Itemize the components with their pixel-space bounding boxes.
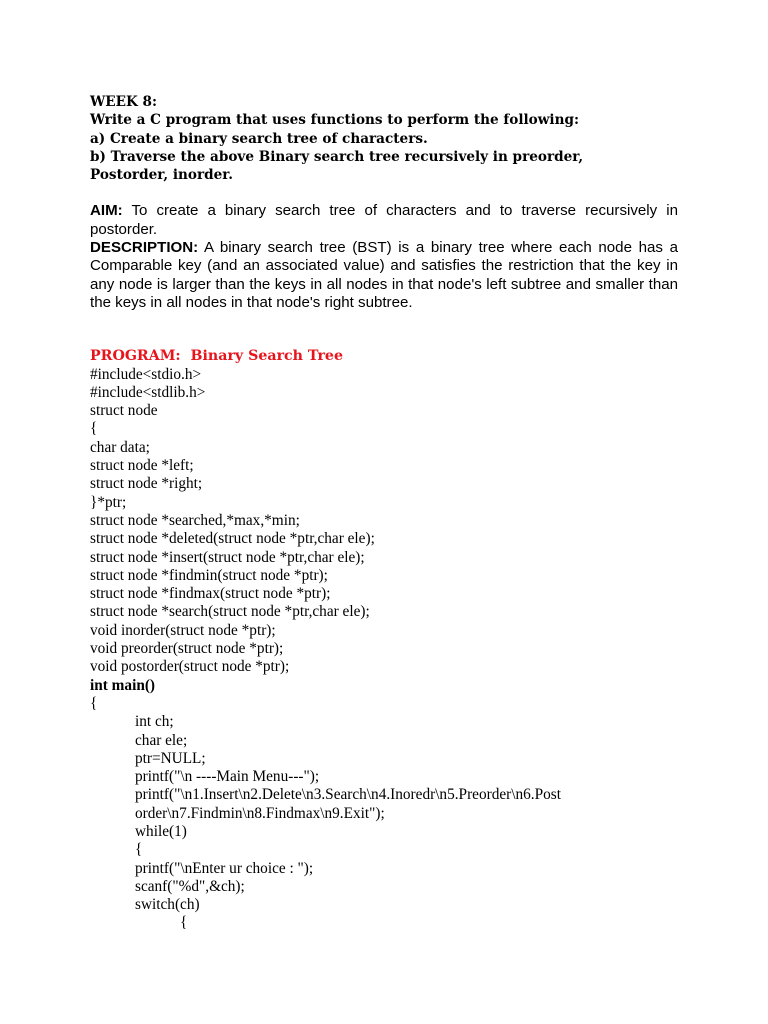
code-line: void inorder(struct node *ptr); — [90, 621, 276, 639]
aim-paragraph — [90, 202, 678, 239]
task-statement: Write a C program that uses functions to perform the following: — [90, 112, 579, 129]
code-line: #include<stdlib.h> — [90, 383, 206, 401]
code-line: #include<stdio.h> — [90, 365, 202, 383]
code-line: switch(ch) — [135, 896, 200, 914]
code-line: void postorder(struct node *ptr); — [90, 658, 290, 676]
code-line: int ch; — [135, 713, 174, 731]
week-label: WEEK 8: — [90, 94, 158, 110]
code-line: }*ptr; — [90, 493, 127, 511]
code-line: scanf("%d",&ch); — [135, 877, 245, 895]
code-line: struct node *insert(struct node *ptr,char ele); — [90, 548, 365, 566]
code-line: printf("\n ----Main Menu---"); — [135, 768, 320, 786]
code-line: struct node *findmax(struct node *ptr); — [90, 585, 331, 603]
assignment-heading — [90, 93, 678, 184]
description-text: A binary search tree (BST) is a binary tree where each node has a Comparable key (and an associated value) and satisfies the restriction that the key in any node is larger than the keys in all nodes in that node's left subtree and smaller than the keys in all nodes in that node's right subtree. — [90, 239, 678, 311]
task-item-a: a) Create a binary search tree of characters. — [90, 130, 428, 147]
code-line: order\n7.Findmin\n8.Findmax\n9.Exit"); — [135, 804, 385, 822]
code-line: struct node *search(struct node *ptr,char ele); — [90, 603, 370, 621]
aim-label: AIM: — [90, 202, 123, 220]
aim-text: To create a binary search tree of characters and to traverse recursively in postorder. — [90, 202, 678, 238]
code-line: { — [90, 420, 98, 438]
code-line: struct node *findmin(struct node *ptr); — [90, 566, 328, 584]
code-line: { — [90, 694, 98, 712]
code-line-main: int main() — [90, 676, 156, 694]
program-title: PROGRAM: Binary Search Tree — [90, 348, 343, 365]
code-line: printf("\nEnter ur choice : "); — [135, 859, 314, 877]
code-line: struct node *searched,*max,*min; — [90, 511, 300, 529]
description-paragraph — [90, 239, 678, 312]
task-item-b-line1: b) Traverse the above Binary search tree recursively in preorder, — [90, 148, 584, 165]
task-item-b-line2: Postorder, inorder. — [90, 167, 233, 184]
document-page — [90, 93, 678, 933]
code-line: struct node — [90, 402, 158, 420]
code-listing — [90, 366, 678, 933]
code-line: struct node *deleted(struct node *ptr,char ele); — [90, 530, 375, 548]
code-line: struct node *left; — [90, 457, 194, 475]
code-line: char ele; — [135, 731, 188, 749]
code-line: char data; — [90, 438, 150, 456]
code-line: while(1) — [135, 822, 187, 840]
code-line: void preorder(struct node *ptr); — [90, 640, 284, 658]
description-label: DESCRIPTION: — [90, 239, 199, 257]
code-line: ptr=NULL; — [135, 749, 206, 767]
code-line: struct node *right; — [90, 475, 203, 493]
code-line: printf("\n1.Insert\n2.Delete\n3.Search\n4.Inoredr\n5.Preorder\n6.Post — [135, 786, 561, 804]
code-line: { — [180, 914, 188, 932]
code-line: { — [135, 841, 143, 859]
